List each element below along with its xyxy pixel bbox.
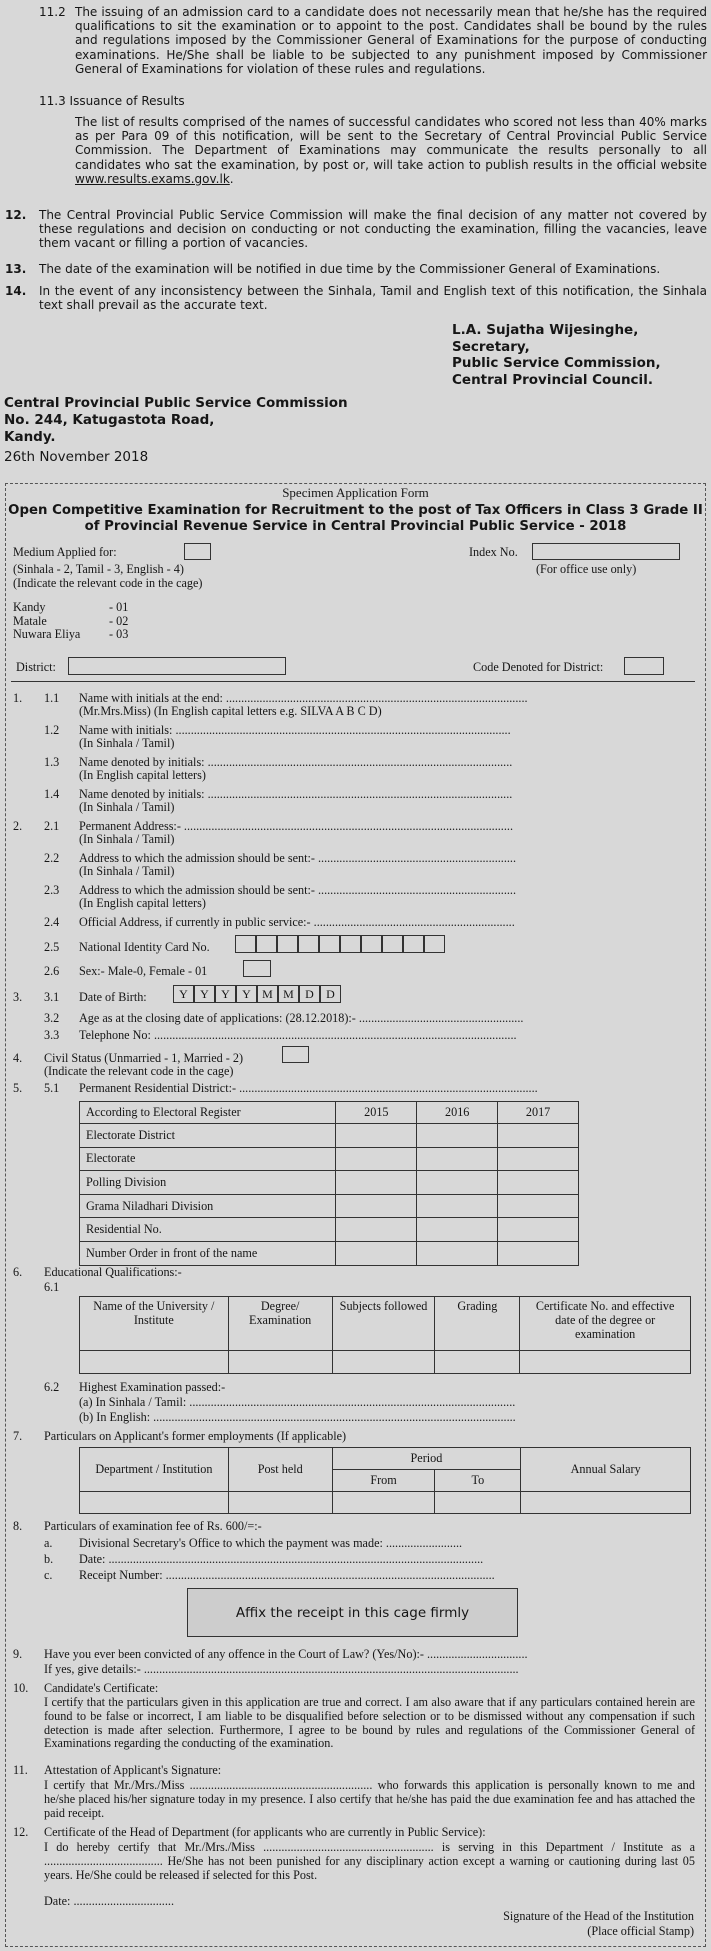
nic-cell[interactable] [298, 935, 319, 953]
dob-cells[interactable] [173, 985, 341, 1003]
conviction-field[interactable]: Have you ever been convicted of any offence in the Court of Law? (Yes/No):- ................................. [44, 1647, 528, 1661]
item-number: 2.4 [44, 915, 60, 929]
nic-cell[interactable] [256, 935, 277, 953]
nic-cell[interactable] [277, 935, 298, 953]
receipt-cage[interactable]: Affix the receipt in this cage firmly [187, 1588, 518, 1637]
civil-status-box[interactable] [282, 1046, 309, 1063]
row-label: Electorate District [80, 1124, 336, 1148]
address-line: Kandy. [4, 429, 56, 445]
table-header-row [80, 1102, 579, 1124]
code-district-label: Code Denoted for District: [473, 660, 604, 674]
table-cell[interactable] [80, 1492, 229, 1514]
dob-day-cell[interactable]: D [320, 985, 341, 1003]
section-number: 11.2 [39, 5, 66, 19]
column-header: To [435, 1470, 521, 1492]
column-header: 2016 [417, 1102, 498, 1124]
table-cell[interactable] [520, 1351, 691, 1374]
nic-cell[interactable] [235, 935, 256, 953]
office-use-note: (For office use only) [536, 562, 637, 576]
item-number: b. [44, 1552, 54, 1566]
item-number: 1.1 [44, 691, 60, 705]
district-label: District: [16, 660, 56, 674]
dob-month-cell[interactable]: M [278, 985, 299, 1003]
table-row [80, 1492, 691, 1514]
dob-year-cell[interactable]: Y [215, 985, 236, 1003]
table-cell[interactable] [498, 1147, 579, 1171]
table-header-row [80, 1297, 691, 1351]
table-cell[interactable] [332, 1492, 435, 1514]
item-number: 3.2 [44, 1011, 60, 1025]
item-number: 11. [13, 1763, 28, 1777]
signatory-title: Secretary, [452, 338, 530, 355]
table-cell[interactable] [498, 1124, 579, 1148]
medium-code-box[interactable] [184, 543, 211, 560]
item-number: 6.1 [44, 1280, 60, 1294]
column-header: Certificate No. and effective date of the degree or examination [520, 1297, 691, 1351]
table-cell[interactable] [417, 1218, 498, 1242]
column-header: Name of the University / Institute [80, 1297, 229, 1351]
section-number: 14. [5, 284, 27, 298]
head-certificate-text: I do hereby certify that Mr./Mrs./Miss ........................................................ is serving in this Department / Institute as a ....................................... He/She has not been punished for any disciplinary action except a warning or cautioning during last 05 years. He/She could be released if selected for this Post. [44, 1840, 695, 1882]
nic-cell[interactable] [361, 935, 382, 953]
table-row [80, 1351, 691, 1374]
item-number: 12. [13, 1825, 29, 1839]
table-header-row [80, 1448, 691, 1470]
item-number: 5.1 [44, 1081, 60, 1095]
item-number: 6.2 [44, 1380, 60, 1394]
item-number: 2. [13, 819, 23, 833]
attestation-heading: Attestation of Applicant's Signature: [44, 1763, 222, 1777]
education-label: Educational Qualifications:- [44, 1265, 182, 1279]
receipt-number-field[interactable]: Receipt Number: ............................................................................................................ [79, 1568, 495, 1582]
table-cell[interactable] [498, 1241, 579, 1265]
address-line: No. 244, Katugastota Road, [4, 412, 215, 428]
item-number: 10. [13, 1681, 29, 1695]
head-date-field[interactable]: Date: ................................. [44, 1894, 174, 1908]
item-number: a. [44, 1536, 53, 1550]
table-row [80, 1171, 579, 1195]
table-row [80, 1147, 579, 1171]
electoral-register-table [79, 1101, 579, 1266]
field-hint: (Mr.Mrs.Miss) (In English capital letters e.g. SILVA A B C D) [79, 704, 382, 718]
index-number-box[interactable] [532, 543, 680, 560]
form-title-line: Open Competitive Examination for Recruitment to the post of Tax Officers in Class 3 Grade II [8, 503, 703, 518]
column-header: Degree/ Examination [228, 1297, 332, 1351]
item-number: 3.1 [44, 990, 60, 1004]
item-number: 2.6 [44, 964, 60, 978]
field-hint: (In Sinhala / Tamil) [79, 864, 175, 878]
official-stamp-label: (Place official Stamp) [587, 1924, 694, 1938]
row-label: Residential No. [80, 1218, 336, 1242]
item-number: 1.2 [44, 723, 60, 737]
dob-year-cell[interactable]: Y [194, 985, 215, 1003]
table-cell[interactable] [498, 1171, 579, 1195]
telephone-field[interactable]: Telephone No: ....................................................................................................................... [79, 1028, 517, 1042]
field-hint: (In Sinhala / Tamil) [79, 832, 175, 846]
item-number: 3.3 [44, 1028, 60, 1042]
name-initials-end-field[interactable]: Name with initials at the end: ................................................................................................... [79, 691, 528, 705]
age-field[interactable]: Age as at the closing date of applications: (28.12.2018):- ...................................................... [79, 1011, 524, 1025]
residential-district-field[interactable]: Permanent Residential District:- .................................................................................................. [79, 1081, 538, 1095]
dob-month-cell[interactable]: M [257, 985, 278, 1003]
table-cell[interactable] [417, 1171, 498, 1195]
nic-cells[interactable] [235, 935, 445, 953]
field-hint: (In Sinhala / Tamil) [79, 736, 175, 750]
table-cell[interactable] [336, 1194, 417, 1218]
item-number: 7. [13, 1429, 23, 1443]
column-header: Annual Salary [521, 1448, 691, 1492]
table-cell[interactable] [521, 1492, 691, 1514]
commission-address [4, 395, 348, 446]
item-number: 3. [13, 990, 23, 1004]
item-number: 2.3 [44, 883, 60, 897]
address-line: Central Provincial Public Service Commission [4, 395, 348, 411]
permanent-address-field[interactable]: Permanent Address:- ............................................................................................................ [79, 819, 513, 833]
district-item: Kandy - 01 [13, 600, 129, 614]
table-row [80, 1241, 579, 1265]
column-header: From [332, 1470, 435, 1492]
district-list [13, 601, 128, 642]
signature-block [452, 322, 661, 388]
table-cell[interactable] [417, 1124, 498, 1148]
sex-label: Sex:- Male-0, Female - 01 [79, 964, 208, 978]
row-label: Polling Division [80, 1171, 336, 1195]
highest-exam-english-field[interactable]: (b) In English: ....................................................................................................................... [79, 1410, 516, 1424]
attestation-text: I certify that Mr./Mrs./Miss ............................................................ who forwards this application is personally known to me and he/she placed his/her signature today in my presence. I also certify that he/she has paid the due examination fee and has attached the paid receipt. [44, 1778, 695, 1820]
table-cell[interactable] [336, 1171, 417, 1195]
dob-year-cell[interactable]: Y [173, 985, 194, 1003]
column-header: Post held [228, 1448, 332, 1492]
item-number: 9. [13, 1647, 23, 1661]
item-number: 4. [13, 1051, 23, 1065]
item-number: 8. [13, 1519, 23, 1533]
table-cell[interactable] [336, 1147, 417, 1171]
table-cell[interactable] [336, 1218, 417, 1242]
medium-codes: (Sinhala - 2, Tamil - 3, English - 4) [13, 562, 184, 576]
item-number: 6. [13, 1265, 23, 1279]
table-row [80, 1218, 579, 1242]
table-cell[interactable] [498, 1218, 579, 1242]
item-number: 5. [13, 1081, 23, 1095]
section-11-3-heading: 11.3 Issuance of Results [39, 94, 185, 108]
section-11-2-text: The issuing of an admission card to a candidate does not necessarily mean that he/she has the required qualifications to sit the examination or to appoint to the post. Candidates shall be bound by the rules and regulations imposed by the Commissioner General of Examinations for the purpose of conducting examinations. He/She shall be liable to be subjected to any punishment imposed by Commissioner General of Examinations for violation of these rules and regulations. [75, 5, 707, 76]
table-row [80, 1124, 579, 1148]
nic-cell[interactable] [340, 935, 361, 953]
column-header: Subjects followed [332, 1297, 435, 1351]
item-number: 2.5 [44, 940, 60, 954]
table-cell[interactable] [228, 1492, 332, 1514]
column-header: 2017 [498, 1102, 579, 1124]
official-address-field[interactable]: Official Address, if currently in public service:- .................................................................. [79, 915, 515, 929]
signatory-name: L.A. Sujatha Wijesinghe, [452, 322, 639, 338]
highest-exam-label: Highest Examination passed:- [79, 1380, 226, 1394]
index-label: Index No. [469, 545, 518, 559]
results-website-link[interactable]: www.results.exams.gov.lk [75, 171, 230, 186]
civil-status-label: Civil Status (Unmarried - 1, Married - 2) [44, 1051, 244, 1065]
name-initials-sinhala-field[interactable]: Name with initials: .............................................................................................................. [79, 723, 511, 737]
table-cell[interactable] [80, 1351, 229, 1374]
medium-label: Medium Applied for: [13, 545, 117, 559]
table-cell[interactable] [435, 1492, 521, 1514]
row-label: Electorate [80, 1147, 336, 1171]
item-number: c. [44, 1568, 53, 1582]
field-hint: (In English capital letters) [79, 896, 206, 910]
column-header: 2015 [336, 1102, 417, 1124]
table-cell[interactable] [417, 1241, 498, 1265]
column-header: Department / Institution [80, 1448, 229, 1492]
item-number: 2.2 [44, 851, 60, 865]
education-table [79, 1296, 691, 1374]
table-cell[interactable] [498, 1194, 579, 1218]
divider [11, 681, 695, 682]
section-11-3-text: The list of results comprised of the names of successful candidates who scored not less than 40% marks as per Para 09 of this notification, will be sent to the Secretary of Central Provincial Public Service Commission. The Department of Examinations may communicate the results personally to all candidates who sat the examination, by post or, will take action to publish results in the official website www.results.exams.gov.lk. [75, 115, 707, 186]
admission-address-english-field[interactable]: Address to which the admission should be sent:- ................................................................. [79, 883, 517, 897]
column-header: Period [332, 1448, 521, 1470]
medium-note: (Indicate the relevant code in the cage) [13, 576, 203, 590]
highest-exam-sinhala-field[interactable]: (a) In Sinhala / Tamil: ........................................................................................................... [79, 1395, 516, 1409]
candidate-certificate-heading: Candidate's Certificate: [44, 1681, 159, 1695]
employment-label: Particulars on Applicant's former employments (If applicable) [44, 1429, 347, 1443]
payment-date-field[interactable]: Date: ........................................................................................................................... [79, 1552, 484, 1566]
signatory-council: Central Provincial Council. [452, 371, 653, 388]
dob-day-cell[interactable]: D [299, 985, 320, 1003]
district-field[interactable] [68, 657, 286, 675]
field-hint: (In Sinhala / Tamil) [79, 800, 175, 814]
field-hint: (Indicate the relevant code in the cage) [44, 1064, 234, 1078]
table-cell[interactable] [336, 1241, 417, 1265]
candidate-certificate-text: I certify that the particulars given in this application are true and correct. I am also aware that if any particulars contained herein are found to be false or incorrect, I am liable to be disqualified before selection or to be dismissed without any compensation if such detection is made after selection. Furthermore, I agree to be bound by rules and regulations of the Commissioner General of Examinations regarding the conducting of the examination. [44, 1695, 695, 1751]
item-number: 1.3 [44, 755, 60, 769]
dob-year-cell[interactable]: Y [236, 985, 257, 1003]
head-certificate-heading: Certificate of the Head of Department (for applicants who are currently in Public Service): [44, 1825, 486, 1839]
sex-code-box[interactable] [243, 960, 271, 977]
table-cell[interactable] [417, 1194, 498, 1218]
item-number: 2.1 [44, 819, 60, 833]
name-denoted-english-field[interactable]: Name denoted by initials: .................................................................................................... [79, 755, 513, 769]
nic-cell[interactable] [424, 935, 445, 953]
dob-label: Date of Birth: [79, 990, 147, 1004]
employment-table [79, 1447, 691, 1514]
section-number: 12. [5, 208, 27, 222]
conviction-details-field[interactable]: If yes, give details:- ........................................................................................................................... [44, 1662, 519, 1676]
head-signature-label: Signature of the Head of the Institution [503, 1909, 694, 1923]
nic-cell[interactable] [382, 935, 403, 953]
section-number: 13. [5, 262, 27, 276]
table-cell[interactable] [336, 1124, 417, 1148]
nic-cell[interactable] [319, 935, 340, 953]
district-item: Nuwara Eliya - 03 [13, 627, 129, 642]
form-title-line: of Provincial Revenue Service in Central Provincial Public Service - 2018 [84, 518, 627, 534]
district-code-box[interactable] [624, 657, 664, 675]
fee-label: Particulars of examination fee of Rs. 600/=:- [44, 1519, 262, 1533]
item-number: 1. [13, 691, 23, 705]
nic-cell[interactable] [403, 935, 424, 953]
item-number: 1.4 [44, 787, 60, 801]
admission-address-sinhala-field[interactable]: Address to which the admission should be sent:- ................................................................. [79, 851, 517, 865]
nic-label: National Identity Card No. [79, 940, 210, 954]
signatory-org: Public Service Commission, [452, 355, 661, 371]
form-title [0, 503, 711, 534]
table-cell[interactable] [228, 1351, 332, 1374]
divisional-office-field[interactable]: Divisional Secretary's Office to which the payment was made: ......................... [79, 1536, 463, 1550]
table-row [80, 1194, 579, 1218]
district-item: Matale - 02 [13, 613, 129, 628]
section-12-text: The Central Provincial Public Service Commission will make the final decision of any matter not covered by these regulations and decision on conducting or not conducting the examination, filling the vacancies, leave them vacant or filling a portion of vacancies. [39, 208, 707, 251]
row-label: Grama Niladhari Division [80, 1194, 336, 1218]
table-cell[interactable] [435, 1351, 520, 1374]
row-label: Number Order in front of the name [80, 1241, 336, 1265]
section-13-text: The date of the examination will be notified in due time by the Commissioner General of Examinations. [39, 262, 661, 276]
section-14-text: In the event of any inconsistency between the Sinhala, Tamil and English text of this notification, the Sinhala text shall prevail as the accurate text. [39, 284, 707, 313]
table-cell[interactable] [417, 1147, 498, 1171]
name-denoted-sinhala-field[interactable]: Name denoted by initials: .................................................................................................... [79, 787, 513, 801]
column-header: According to Electoral Register [80, 1102, 336, 1124]
notice-date: 26th November 2018 [4, 449, 149, 465]
column-header: Grading [435, 1297, 520, 1351]
table-cell[interactable] [332, 1351, 435, 1374]
field-hint: (In English capital letters) [79, 768, 206, 782]
form-specimen-label: Specimen Application Form [282, 485, 429, 500]
